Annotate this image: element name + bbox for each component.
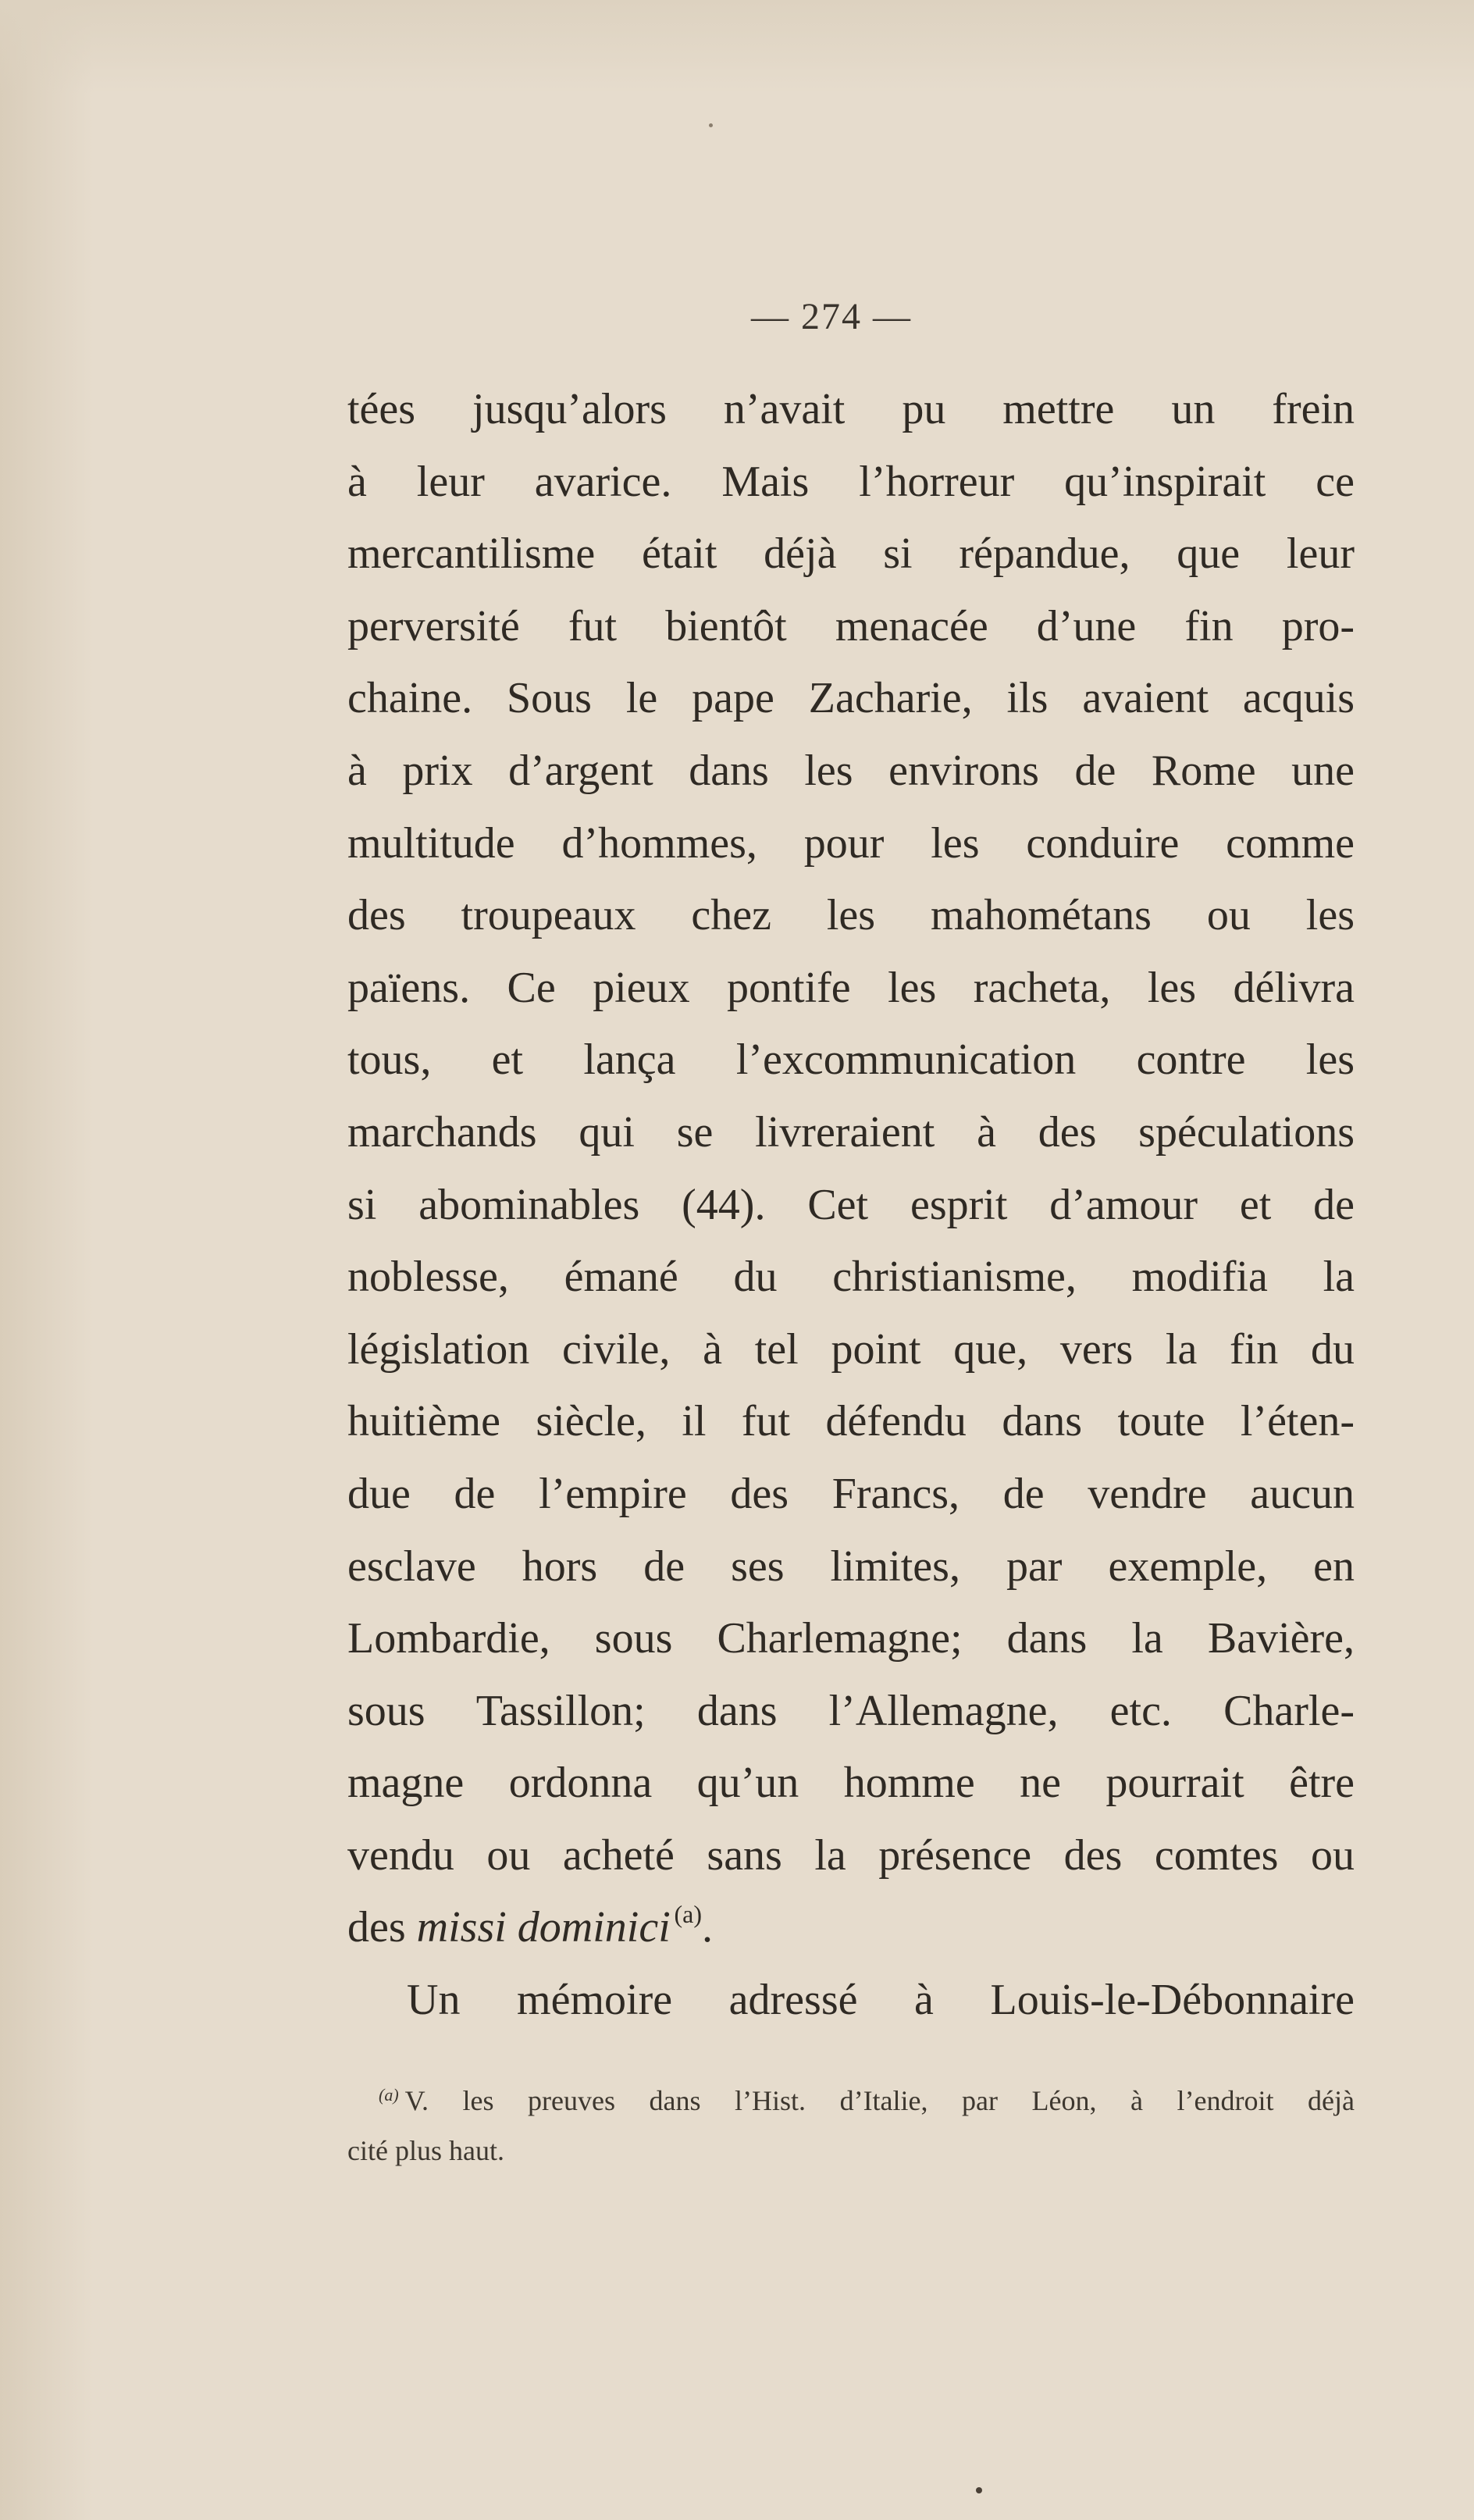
text-line: tées jusqu’alors n’avait pu mettre un frein: [347, 385, 1355, 433]
text-line: païens. Ce pieux pontife les racheta, les délivra: [347, 963, 1355, 1012]
text-line: sous Tassillon; dans l’Allemagne, etc. Charle-: [347, 1686, 1355, 1735]
text-line: multitude d’hommes, pour les conduire comme: [347, 818, 1355, 868]
text-line: esclave hors de ses limites, par exemple, en: [347, 1542, 1355, 1591]
page-shadow-left: [0, 0, 94, 2520]
footnote-reference: (a): [674, 1900, 702, 1929]
footnote-line: [347, 2076, 1355, 2126]
text-line: des troupeaux chez les mahométans ou les: [347, 891, 1355, 940]
text-line: Lombardie, sous Charlemagne; dans la Bavière,: [347, 1614, 1355, 1663]
text-line: vendu ou acheté sans la présence des comtes ou: [347, 1830, 1355, 1880]
page-shadow-top: [0, 0, 1474, 94]
text-line: à leur avarice. Mais l’horreur qu’inspirait ce: [347, 457, 1355, 506]
text-line: législation civile, à tel point que, vers la fin du: [347, 1324, 1355, 1374]
footnote-text: V. les preuves dans l’Hist. d’Italie, par Léon, à l’endroit déjà: [404, 2085, 1355, 2116]
text-line: chaine. Sous le pape Zacharie, ils avaient acquis: [347, 674, 1355, 723]
text-line: huitième siècle, il fut défendu dans toute l’éten-: [347, 1397, 1355, 1446]
page-number: — 274 —: [751, 296, 912, 337]
text-line: marchands qui se livreraient à des spéculations: [347, 1107, 1355, 1157]
text-line: noblesse, émané du christianisme, modifia la: [347, 1253, 1355, 1302]
footnote-marker: (a): [379, 2085, 399, 2105]
text-line: si abominables (44). Cet esprit d’amour et de: [347, 1180, 1355, 1229]
ink-speck: [709, 123, 713, 127]
text-line: magne ordonna qu’un homme ne pourrait être: [347, 1759, 1355, 1808]
footnote-line: cité plus haut.: [347, 2135, 504, 2166]
text-line: tous, et lança l’excommunication contre les: [347, 1035, 1355, 1085]
text-line: due de l’empire des Francs, de vendre aucun: [347, 1469, 1355, 1518]
text-line: à prix d’argent dans les environs de Rome une: [347, 746, 1355, 795]
text-fragment: .: [701, 1903, 713, 1952]
text-line: mercantilisme était déjà si répandue, que leur: [347, 529, 1355, 579]
text-line: perversité fut bientôt menacée d’une fin pro-: [347, 601, 1355, 650]
body-text: [347, 373, 1355, 2037]
paragraph-start-line: Un mémoire adressé à Louis-le-Débonnaire: [407, 1976, 1355, 2025]
text-fragment: des: [347, 1903, 417, 1952]
text-line-with-note: [347, 1891, 1355, 1964]
footnote: [347, 2076, 1355, 2176]
ink-speck: [976, 2487, 982, 2493]
italic-term: missi dominici: [416, 1903, 671, 1952]
